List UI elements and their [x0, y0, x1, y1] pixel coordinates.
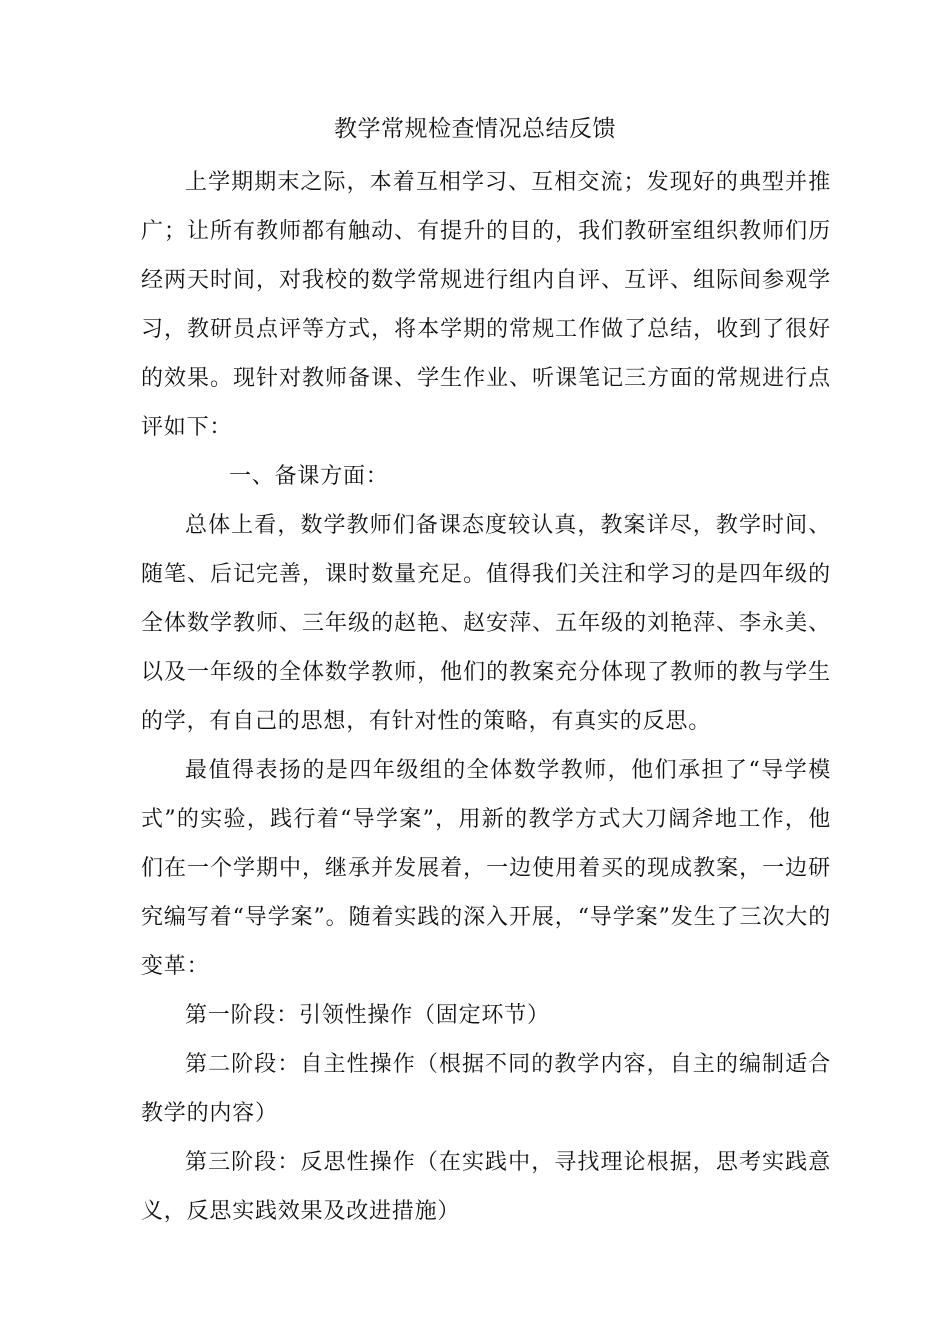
paragraph-grade-four: 最值得表扬的是四年级组的全体数学教师，他们承担了“导学模式”的实验，践行着“导学案”，用新的教学方式大刀阔斧地工作，他们在一个学期中，继承并发展着，一边使用着买的现成教案，一边研究编写着“导学案”。随着实践的深入开展，“导学案”发生了三次大的变革：	[141, 758, 831, 979]
paragraph-overview: 总体上看，数学教师们备课态度较认真，教案详尽，教学时间、随笔、后记完善，课时数量充足。值得我们关注和学习的是四年级的全体数学教师、三年级的赵艳、赵安萍、五年级的刘艳萍、李永美、以及一年级的全体数学教师，他们的教案充分体现了教师的教与学生的学，有自己的思想，有针对性的策略，有真实的反思。	[141, 513, 831, 734]
document-body	[141, 158, 831, 1236]
section-heading-lesson-prep: 一、备课方面：	[229, 464, 389, 489]
document-title: 教学常规检查情况总结反馈	[334, 116, 616, 142]
paragraph-stage-three: 第三阶段：反思性操作（在实践中，寻找理论根据，思考实践意义，反思实践效果及改进措施）	[141, 1150, 831, 1224]
paragraph-stage-one: 第一阶段：引领性操作（固定环节）	[185, 1003, 550, 1028]
paragraph-stage-two: 第二阶段：自主性操作（根据不同的教学内容，自主的编制适合教学的内容）	[141, 1052, 831, 1126]
paragraph-intro: 上学期期末之际，本着互相学习、互相交流；发现好的典型并推广；让所有教师都有触动、有提升的目的，我们教研室组织教师们历经两天时间，对我校的数学常规进行组内自评、互评、组际间参观学习，教研员点评等方式，将本学期的常规工作做了总结，收到了很好的效果。现针对教师备课、学生作业、听课笔记三方面的常规进行点评如下：	[141, 170, 831, 440]
